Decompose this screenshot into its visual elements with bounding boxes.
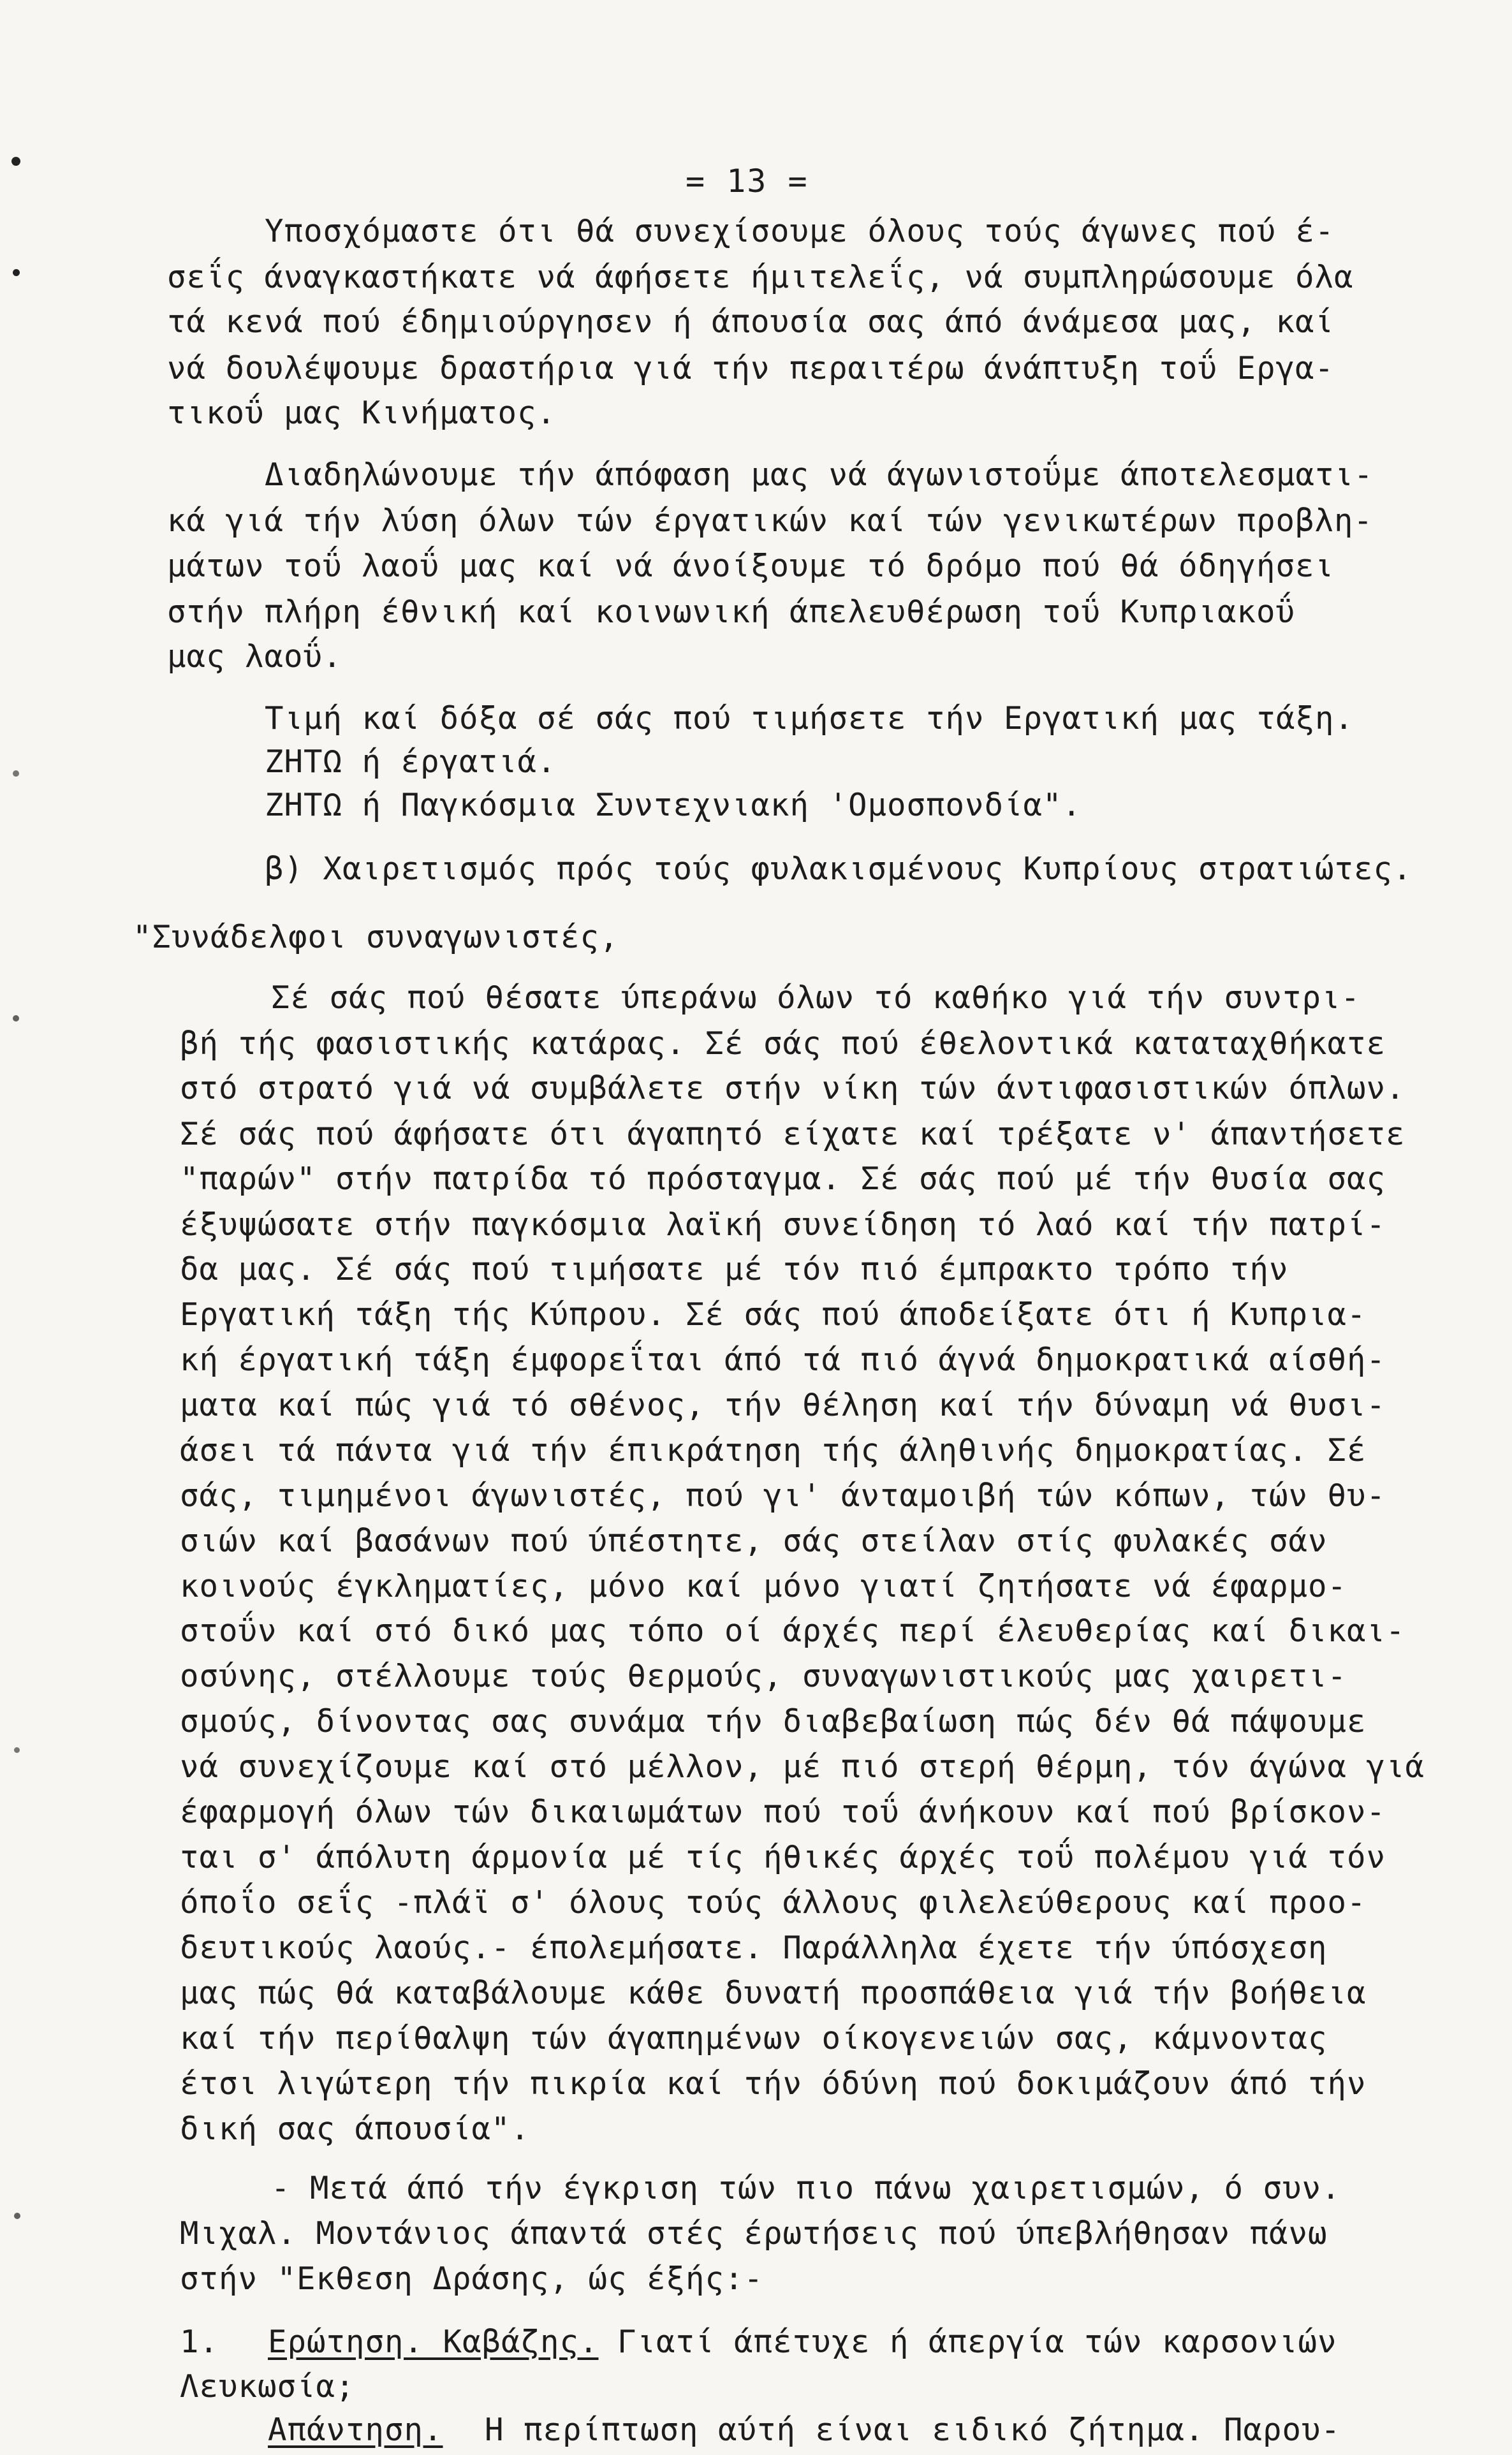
text-line: μάτων τοΰ λαοΰ μας καί νά άνοίξουμε τό δρόμο πού θά όδηγήσει bbox=[167, 548, 1335, 584]
text-line: - Μετά άπό τήν έγκριση τών πιο πάνω χαιρετισμών, ό συν. bbox=[271, 2170, 1341, 2206]
text-line: "παρών" στήν πατρίδα τό πρόσταγμα. Σέ σάς πού μέ τήν θυσία σας bbox=[180, 1161, 1386, 1197]
question-text-cont: Λευκωσία; bbox=[180, 2368, 355, 2405]
text-line: κοινούς έγκληματίες, μόνο καί μόνο γιατί ζητήσατε νά έφαρμο- bbox=[180, 1568, 1347, 1604]
text-line: ματα καί πώς γιά τό σθένος, τήν θέληση καί τήν δύναμη νά θυσι- bbox=[180, 1387, 1386, 1423]
question-text: Γιατί άπέτυχε ή άπεργία τών καρσονιών bbox=[617, 2324, 1337, 2360]
text-line: σάς, τιμημένοι άγωνιστές, πού γι' άνταμοιβή τών κόπων, τών θυ- bbox=[180, 1477, 1386, 1514]
section-heading: β) Χαιρετισμός πρός τούς φυλακισμένους Κυπρίους στρατιώτες. bbox=[265, 851, 1413, 887]
question-number: 1. bbox=[180, 2324, 219, 2360]
text-line: τικοΰ μας Κινήματος. bbox=[167, 395, 557, 431]
text-line: στήν "Εκθεση Δράσης, ώς έξής:- bbox=[180, 2261, 764, 2297]
text-line: στοΰν καί στό δικό μας τόπο οί άρχές περί έλευθερίας καί δικαι- bbox=[180, 1613, 1406, 1649]
text-line: έξυψώσατε στήν παγκόσμια λαϊκή συνείδηση τό λαό καί τήν πατρί- bbox=[180, 1206, 1386, 1243]
text-line: δική σας άπουσία". bbox=[180, 2111, 531, 2147]
text-line: Διαδηλώνουμε τήν άπόφαση μας νά άγωνιστοΰμε άποτελεσματι- bbox=[265, 457, 1374, 493]
scan-speck bbox=[14, 2213, 20, 2219]
text-line: σμούς, δίνοντας σας συνάμα τήν διαβεβαίωση πώς δέν θά πάψουμε bbox=[180, 1703, 1367, 1740]
answer-label: Απάντηση. bbox=[268, 2412, 443, 2448]
scan-speck bbox=[14, 1747, 20, 1753]
text-line: Υποσχόμαστε ότι θά συνεχίσουμε όλους τούς άγωνες πού έ- bbox=[265, 213, 1335, 249]
text-line: βή τής φασιστικής κατάρας. Σέ σάς πού έθελοντικά καταταχθήκατε bbox=[180, 1025, 1386, 1062]
scan-speck bbox=[13, 269, 20, 276]
answer-text: Η περίπτωση αύτή είναι ειδικό ζήτημα. Παρου- bbox=[485, 2412, 1341, 2448]
text-line: στό στρατό γιά νά συμβάλετε στήν νίκη τών άντιφασιστικών όπλων. bbox=[180, 1070, 1406, 1106]
text-line: όποΐο σεΐς -πλάϊ σ' όλους τούς άλλους φιλελεύθερους καί προο- bbox=[180, 1884, 1367, 1921]
text-line: έφαρμογή όλων τών δικαιωμάτων πού τοΰ άνήκουν καί πού βρίσκον- bbox=[180, 1794, 1386, 1830]
text-line: Σέ σάς πού άφήσατε ότι άγαπητό είχατε καί τρέξατε ν' άπαντήσετε bbox=[180, 1116, 1406, 1152]
text-line: στήν πλήρη έθνική καί κοινωνική άπελευθέρωση τοΰ Κυπριακοΰ bbox=[167, 594, 1296, 630]
text-line: δευτικούς λαούς.- έπολεμήσατε. Παράλληλα έχετε τήν ύπόσχεση bbox=[180, 1930, 1328, 1966]
text-line: κά γιά τήν λύση όλων τών έργατικών καί τών γενικωτέρων προβλη- bbox=[167, 502, 1374, 539]
scan-speck bbox=[11, 157, 20, 166]
text-line: ται σ' άπόλυτη άρμονία μέ τίς ήθικές άρχές τοΰ πολέμου γιά τόν bbox=[180, 1839, 1386, 1875]
scan-speck bbox=[13, 1015, 19, 1022]
text-line: Μιχαλ. Μοντάνιος άπαντά στές έρωτήσεις πού ύπεβλήθησαν πάνω bbox=[180, 2215, 1328, 2252]
text-line: οσύνης, στέλλουμε τούς θερμούς, συναγωνιστικούς μας χαιρετι- bbox=[180, 1658, 1347, 1694]
text-line: νά δουλέψουμε δραστήρια γιά τήν περαιτέρω άνάπτυξη τοΰ Εργα- bbox=[167, 350, 1335, 386]
text-line: δα μας. Σέ σάς πού τιμήσατε μέ τόν πιό έμπρακτο τρόπο τήν bbox=[180, 1251, 1289, 1287]
text-line: άσει τά πάντα γιά τήν έπικράτηση τής άληθινής δημοκρατίας. Σέ bbox=[180, 1432, 1367, 1469]
text-line: σεΐς άναγκαστήκατε νά άφήσετε ήμιτελεΐς, νά συμπληρώσουμε όλα bbox=[167, 259, 1354, 295]
question-label: Ερώτηση. Καβάζης. bbox=[268, 2324, 599, 2360]
salutation: "Συνάδελφοι συναγωνιστές, bbox=[133, 919, 619, 955]
text-line: έτσι λιγώτερη τήν πικρία καί τήν όδύνη πού δοκιμάζουν άπό τήν bbox=[180, 2065, 1367, 2102]
text-line: κή έργατική τάξη έμφορεΐται άπό τά πιό άγνά δημοκρατικά αίσθή- bbox=[180, 1342, 1386, 1378]
page-number: = 13 = bbox=[686, 163, 809, 200]
text-line: Σέ σάς πού θέσατε ύπεράνω όλων τό καθήκο γιά τήν συντρι- bbox=[271, 979, 1361, 1016]
text-line: μας λαοΰ. bbox=[167, 638, 342, 675]
text-line: μας πώς θά καταβάλουμε κάθε δυνατή προσπάθεια γιά τήν βοήθεια bbox=[180, 1975, 1367, 2011]
text-line: Εργατική τάξη τής Κύπρου. Σέ σάς πού άποδείξατε ότι ή Κυπρια- bbox=[180, 1296, 1367, 1333]
text-line: ΖΗΤΩ ή έργατιά. bbox=[265, 744, 557, 780]
text-line: ΖΗΤΩ ή Παγκόσμια Συντεχνιακή 'Ομοσπονδία". bbox=[265, 787, 1082, 823]
text-line: Τιμή καί δόξα σέ σάς πού τιμήσετε τήν Εργατική μας τάξη. bbox=[265, 700, 1354, 736]
scan-speck bbox=[13, 770, 19, 777]
text-line: νά συνεχίζουμε καί στό μέλλον, μέ πιό στερή θέρμη, τόν άγώνα γιά bbox=[180, 1748, 1425, 1785]
text-line: τά κενά πού έδημιούργησεν ή άπουσία σας άπό άνάμεσα μας, καί bbox=[167, 304, 1335, 340]
text-line: καί τήν περίθαλψη τών άγαπημένων οίκογενειών σας, κάμνοντας bbox=[180, 2020, 1328, 2056]
text-line: σιών καί βασάνων πού ύπέστητε, σάς στείλαν στίς φυλακές σάν bbox=[180, 1523, 1328, 1559]
